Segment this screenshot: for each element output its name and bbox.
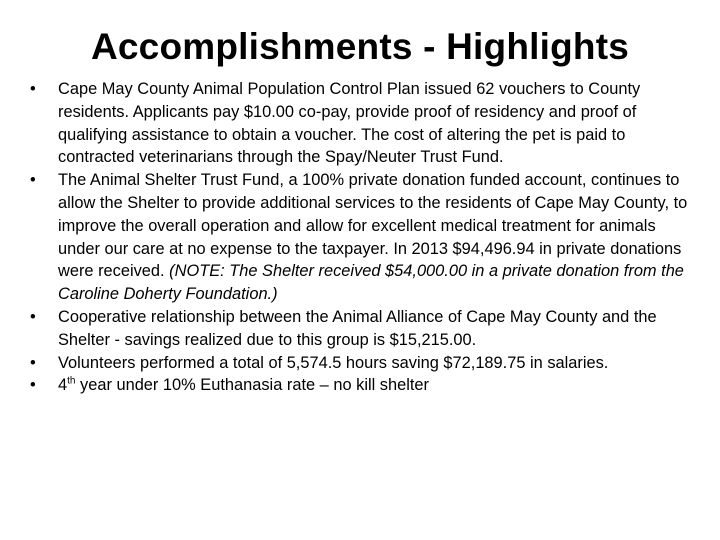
bullet-marker: •	[30, 171, 36, 190]
bullet-text: Volunteers performed a total of 5,574.5 hours saving $72,189.75 in salaries.	[58, 353, 609, 372]
bullet-item-euthanasia-rate	[28, 374, 696, 397]
bullet-prefix: 4	[58, 376, 68, 395]
bullet-marker: •	[30, 80, 36, 98]
bullet-text: Cape May County Animal Population Control Plan issued 62 vouchers to County residents. Applicants pay $10.00 co-pay, provide proof of residency and proof of qualifying assistance to obtain a voucher. The cost of altering the pet is paid to contracted veterinarians through the Spay/Neuter Trust Fund.	[58, 80, 641, 167]
bullet-item-volunteers	[28, 352, 696, 375]
bullet-marker: •	[30, 307, 36, 326]
bullet-marker: •	[30, 353, 36, 372]
bullet-item-trust-fund	[28, 169, 696, 306]
bullet-text: Cooperative relationship between the Animal Alliance of Cape May County and the Shelter - savings realized due to this group is $15,215.00.	[58, 307, 657, 349]
bullet-note: (NOTE: The Shelter received $54,000.00 in a private donation from the Caroline Doherty Foundation.)	[58, 262, 684, 304]
bullet-item-animal-alliance	[28, 306, 696, 352]
slide-title: Accomplishments - Highlights	[90, 26, 630, 67]
bullet-item-vouchers	[28, 78, 696, 169]
bullet-text: year under 10% Euthanasia rate – no kill shelter	[75, 376, 429, 395]
bullet-text: The Animal Shelter Trust Fund, a 100% private donation funded account, continues to allow the Shelter to provide additional services to the residents of Cape May County, to improve the overall operation and allow for excellent medical treatment for animals under our care at no expense to the taxpayer. In 2013 $94,496.94 in private donations were received.	[58, 171, 688, 281]
ordinal-superscript: th	[67, 375, 76, 387]
bullet-marker: •	[30, 376, 36, 395]
bullet-list	[28, 78, 696, 397]
